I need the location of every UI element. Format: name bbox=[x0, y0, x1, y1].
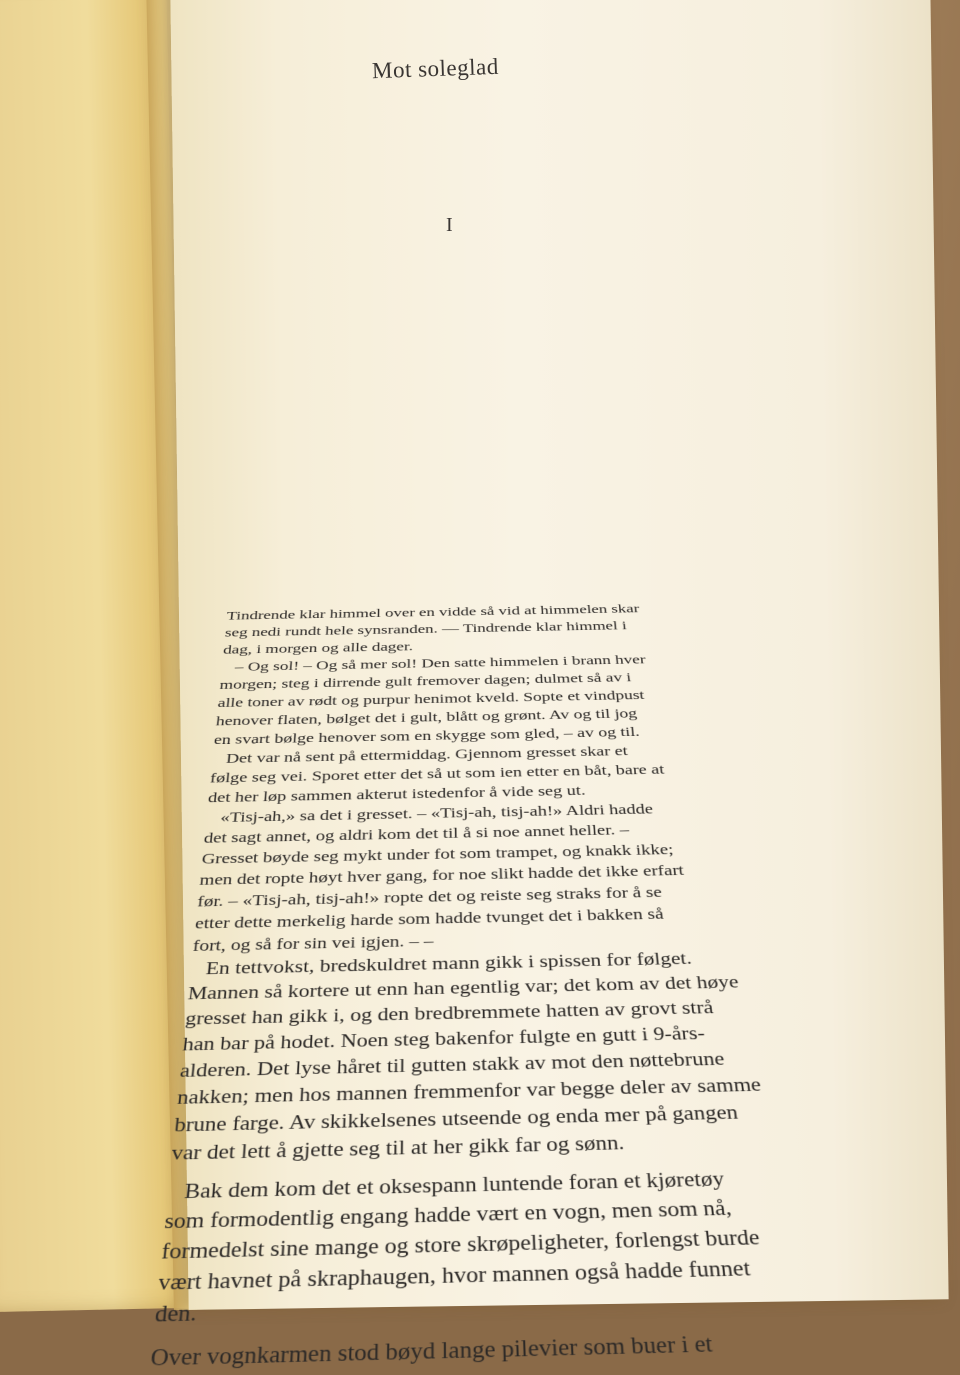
text-line: vært havnet på skraphaugen, hvor mannen også hadde funnet bbox=[157, 1256, 752, 1296]
text-line: formedelst sine mange og store skrøpeligheter, forlengst burde bbox=[160, 1226, 761, 1264]
text-line: henover flaten, bølget det i gult, blått og grønt. Av og til jog bbox=[215, 706, 638, 729]
text-line: den. bbox=[153, 1301, 198, 1328]
running-title: Mot soleglad bbox=[371, 53, 500, 84]
text-line: som formodentlig engang hadde vært en vogn, men som nå, bbox=[163, 1197, 733, 1234]
text-line: – Og sol! – Og så mer sol! Den satte himmelen i brann hver bbox=[234, 652, 647, 674]
text-line: dag, i morgen og alle dager. bbox=[222, 639, 414, 657]
text-line: Det var nå sent på ettermiddag. Gjennom gresset skar et bbox=[225, 743, 629, 766]
text-line: gresset han gikk i, og den bredbremmete hatten av grovt strå bbox=[184, 997, 715, 1029]
text-line: alderen. Det lyse håret til gutten stakk av mot den nøttebrune bbox=[179, 1048, 726, 1082]
text-line: Bak dem kom det et oksespann luntende foran et kjøretøy bbox=[183, 1168, 726, 1204]
text-line: var det lett å gjette seg til at her gikk far og sønn. bbox=[170, 1132, 626, 1165]
chapter-number: I bbox=[446, 214, 453, 236]
text-line: alle toner av rødt og purpur henimot kveld. Sopte et vindpust bbox=[217, 687, 645, 710]
text-line: Tindrende klar himmel over en vidde så vid at himmelen skar bbox=[226, 602, 640, 623]
text-line: morgen; steg i dirrende gult fremover dagen; dulmet så av i bbox=[218, 670, 632, 692]
text-line: Mannen så kortere ut enn han egentlig var; det kom av det høye bbox=[187, 972, 740, 1004]
text-line: men det ropte høyt hver gang, for noe slikt hadde det ikke erfart bbox=[198, 862, 685, 889]
text-line: nakken; men hos mannen fremmenfor var begge deler av samme bbox=[176, 1074, 763, 1109]
text-line: Gresset bøyde seg mykt under fot som trampet, og knakk ikke; bbox=[201, 841, 675, 867]
text-line: det sagt annet, og aldri kom det til å si noe annet heller. – bbox=[203, 821, 630, 846]
text-line: En tettvokst, bredskuldret mann gikk i spissen for følget. bbox=[205, 949, 693, 979]
text-line: før. – «Tisj-ah, tisj-ah!» ropte det og reiste seg straks for å se bbox=[196, 883, 663, 910]
text-line: en svart bølge henover som en skygge som gled, – av og til. bbox=[213, 724, 641, 747]
text-line: han bar på hodet. Noen steg bakenfor fulgte en gutt i 9-års- bbox=[181, 1023, 706, 1055]
text-line: fort, og så for sin vei igjen. – – bbox=[192, 932, 434, 955]
text-line: følge seg vei. Sporet etter det så ut som ien etter en båt, bare at bbox=[209, 761, 665, 786]
text-line: etter dette merkelig harde som hadde tvunget det i bakken så bbox=[194, 905, 665, 932]
text-line: Over vognkarmen stod bøyd lange pilevier som buer i et bbox=[149, 1331, 714, 1372]
text-line: det her løp sammen akterut istedenfor å vide seg ut. bbox=[207, 782, 586, 806]
text-line: seg nedi rundt hele synsranden. — Tindrende klar himmel i bbox=[224, 618, 628, 640]
body-text bbox=[149, 598, 869, 1375]
text-line: brune farge. Av skikkelsenes utseende og enda mer på gangen bbox=[173, 1102, 740, 1137]
text-line: «Tisj-ah,» sa det i gresset. – «Tisj-ah, tisj-ah!» Aldri hadde bbox=[219, 801, 654, 826]
